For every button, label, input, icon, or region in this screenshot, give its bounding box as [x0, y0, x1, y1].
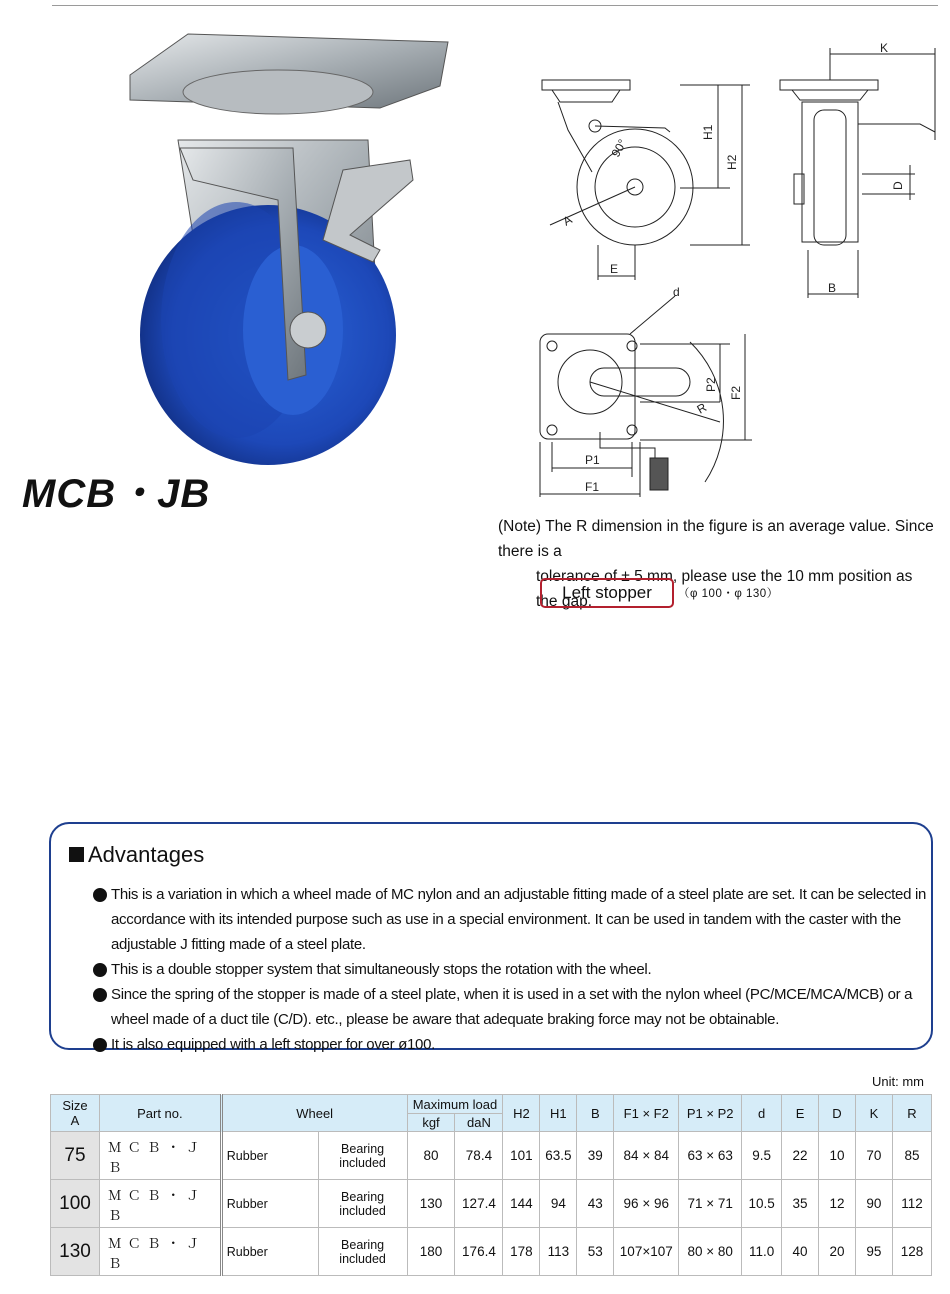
cell-wheel: Rubber — [221, 1132, 318, 1180]
advantage-item: This is a double stopper system that simultaneously stops the rotation with the wheel. — [91, 957, 927, 982]
header-kgf: kgf — [407, 1114, 455, 1132]
cell-kgf: 180 — [407, 1228, 455, 1276]
label-p1: P1 — [585, 453, 600, 467]
cell-size: 100 — [51, 1180, 100, 1228]
cell-r: 128 — [892, 1228, 931, 1276]
cell-bearing: Bearing included — [318, 1180, 407, 1228]
label-e: E — [610, 262, 619, 276]
cell-dan: 78.4 — [455, 1132, 503, 1180]
label-r: R — [694, 400, 710, 417]
cell-d-upper: 12 — [819, 1180, 856, 1228]
advantages-heading — [69, 842, 204, 868]
top-rule — [52, 5, 938, 6]
cell-f: 96 × 96 — [614, 1180, 679, 1228]
cell-d: 9.5 — [742, 1132, 782, 1180]
unit-label: Unit: mm — [872, 1074, 924, 1089]
cell-f: 84 × 84 — [614, 1132, 679, 1180]
advantage-item: Since the spring of the stopper is made of a steel plate, when it is used in a set with the nylon wheel (PC/MCE/MCA/MCB) or a wheel made of a duct tile (C/D). etc., please be aware that adequate braking force may not be obtainable. — [91, 982, 927, 1032]
advantages-list — [91, 882, 927, 1057]
note-line1: The R dimension in the figure is an average value. Since there is a — [498, 518, 934, 560]
top-view-diagram — [530, 282, 765, 507]
header-part-no: Part no. — [99, 1095, 221, 1132]
header-wheel: Wheel — [221, 1095, 407, 1132]
cell-e: 35 — [782, 1180, 819, 1228]
cell-part: ＭＣＢ・ＪＢ — [99, 1228, 221, 1276]
label-d-upper: D — [891, 181, 905, 190]
header-h2: H2 — [503, 1095, 540, 1132]
cell-bearing: Bearing included — [318, 1228, 407, 1276]
label-h1: H1 — [701, 124, 715, 140]
cell-dan: 127.4 — [455, 1180, 503, 1228]
cell-r: 112 — [892, 1180, 931, 1228]
cell-size: 75 — [51, 1132, 100, 1180]
advantage-item: It is also equipped with a left stopper for over ø100. — [91, 1032, 927, 1057]
table-row — [51, 1228, 932, 1276]
header-k: K — [855, 1095, 892, 1132]
cell-h2: 144 — [503, 1180, 540, 1228]
cell-wheel: Rubber — [221, 1228, 318, 1276]
cell-kgf: 80 — [407, 1132, 455, 1180]
label-f2: F2 — [729, 385, 743, 400]
label-small-d: d — [673, 285, 680, 299]
note-line2: tolerance of ± 5 mm, please use the 10 mm position as the gap. — [536, 568, 913, 610]
header-h1: H1 — [540, 1095, 577, 1132]
cell-h1: 94 — [540, 1180, 577, 1228]
label-k: K — [880, 41, 889, 55]
cell-size: 130 — [51, 1228, 100, 1276]
cell-e: 22 — [782, 1132, 819, 1180]
spec-table — [50, 1094, 932, 1276]
advantages-panel — [49, 822, 933, 1053]
label-h2: H2 — [725, 154, 739, 170]
left-stopper-badge: Left stopper — [540, 578, 674, 608]
cell-k: 90 — [855, 1180, 892, 1228]
label-a: A — [560, 212, 575, 229]
stopper-sizes: （φ 100・φ 130） — [678, 588, 779, 600]
table-row — [51, 1132, 932, 1180]
cell-wheel: Rubber — [221, 1180, 318, 1228]
cell-p: 71 × 71 — [679, 1180, 742, 1228]
header-max-load: Maximum load — [407, 1095, 503, 1114]
cell-dan: 176.4 — [455, 1228, 503, 1276]
header-d-upper: D — [819, 1095, 856, 1132]
cell-k: 70 — [855, 1132, 892, 1180]
square-bullet-icon — [69, 847, 84, 862]
front-view-diagram — [770, 40, 945, 305]
table-row — [51, 1180, 932, 1228]
note-prefix: (Note) — [498, 518, 542, 535]
header-size: Size A — [51, 1095, 100, 1132]
cell-p: 80 × 80 — [679, 1228, 742, 1276]
side-view-diagram — [530, 40, 760, 290]
advantage-item: This is a variation in which a wheel made of MC nylon and an adjustable fitting made of a steel plate are set. It can be selected in accordance with its intended purpose such as use in a special environment. It can be used in tandem with the caster with the adjustable J fitting made of a steel plate. — [91, 882, 927, 957]
cell-e: 40 — [782, 1228, 819, 1276]
cell-d: 11.0 — [742, 1228, 782, 1276]
cell-bearing: Bearing included — [318, 1132, 407, 1180]
advantages-title: Advantages — [88, 842, 205, 867]
header-r: R — [892, 1095, 931, 1132]
series-title: MCB・JB — [22, 472, 211, 516]
cell-part: ＭＣＢ・ＪＢ — [99, 1180, 221, 1228]
label-p2: P2 — [704, 377, 718, 392]
caster-photo — [118, 30, 458, 470]
label-b: B — [828, 281, 837, 295]
cell-h2: 178 — [503, 1228, 540, 1276]
cell-f: 107×107 — [614, 1228, 679, 1276]
cell-kgf: 130 — [407, 1180, 455, 1228]
header-dan: daN — [455, 1114, 503, 1132]
cell-h1: 113 — [540, 1228, 577, 1276]
header-b: B — [577, 1095, 614, 1132]
header-p: P1 × P2 — [679, 1095, 742, 1132]
label-f1: F1 — [585, 480, 600, 494]
cell-k: 95 — [855, 1228, 892, 1276]
cell-h1: 63.5 — [540, 1132, 577, 1180]
cell-b: 53 — [577, 1228, 614, 1276]
cell-d: 10.5 — [742, 1180, 782, 1228]
cell-d-upper: 20 — [819, 1228, 856, 1276]
label-angle: 90° — [608, 136, 630, 160]
header-e: E — [782, 1095, 819, 1132]
cell-h2: 101 — [503, 1132, 540, 1180]
cell-d-upper: 10 — [819, 1132, 856, 1180]
header-f: F1 × F2 — [614, 1095, 679, 1132]
cell-part: ＭＣＢ・ＪＢ — [99, 1132, 221, 1180]
cell-b: 43 — [577, 1180, 614, 1228]
header-d: d — [742, 1095, 782, 1132]
cell-r: 85 — [892, 1132, 931, 1180]
cell-b: 39 — [577, 1132, 614, 1180]
cell-p: 63 × 63 — [679, 1132, 742, 1180]
